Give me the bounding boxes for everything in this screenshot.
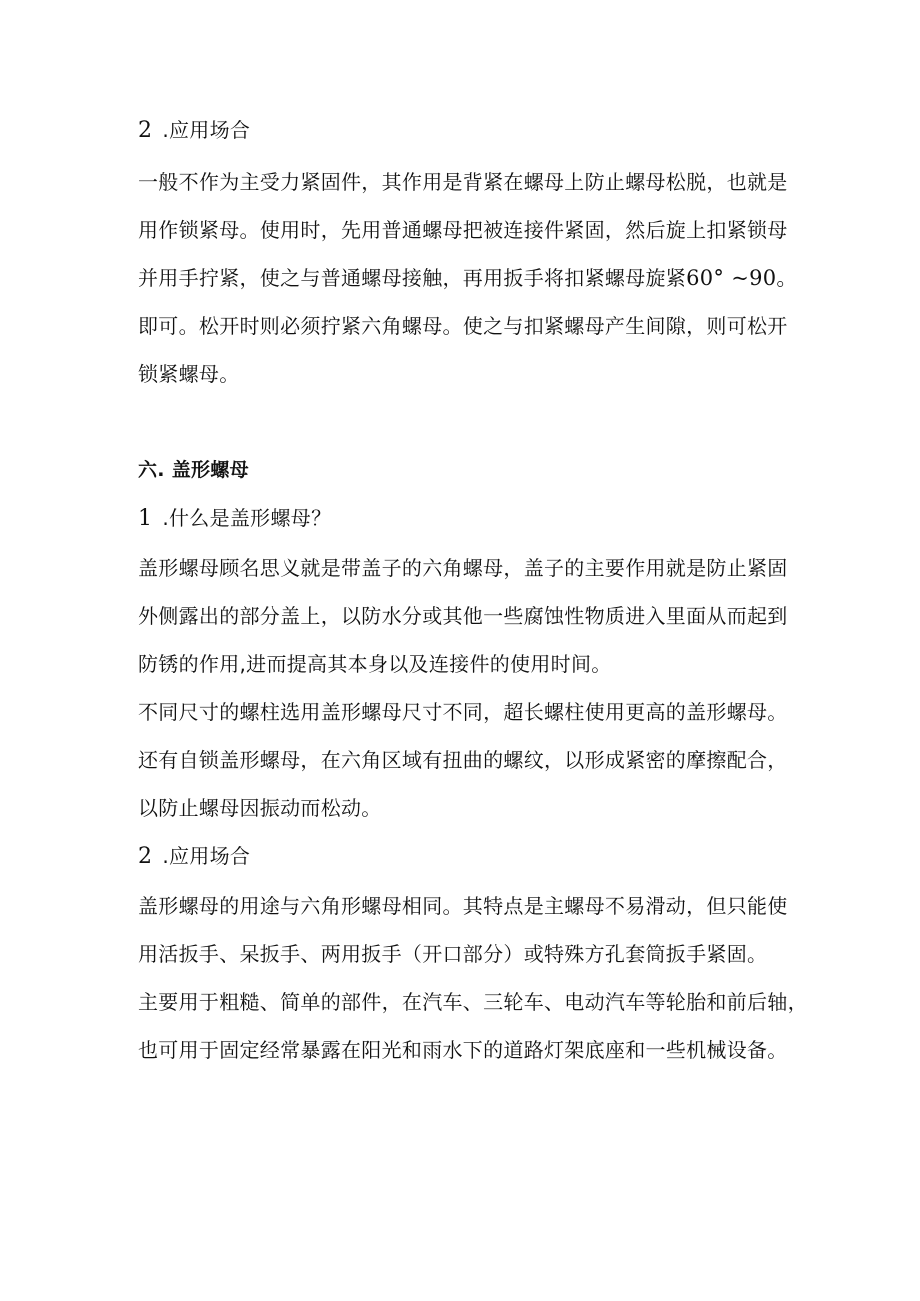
paragraph-line: 以防止螺母因振动而松动。 — [138, 796, 382, 820]
subheading-title: .应用场合 — [162, 844, 251, 868]
paragraph-line: 用作锁紧母。使用时，先用普通螺母把被连接件紧固，然后旋上扣紧锁母 — [138, 218, 788, 242]
paragraph-line: 即可。松开时则必须拧紧六角螺母。使之与扣紧螺母产生间隙，则可松开 — [138, 314, 788, 338]
section-heading: 六. 盖形螺母 — [138, 459, 249, 481]
paragraph-line: 用活扳手、呆扳手、两用扳手（开口部分）或特殊方孔套筒扳手紧固。 — [138, 942, 768, 966]
paragraph-line: 一般不作为主受力紧固件，其作用是背紧在螺母上防止螺母松脱，也就是 — [138, 170, 788, 194]
subheading-what-is — [138, 504, 808, 533]
subheading-application — [138, 116, 808, 145]
paragraph-line: 盖形螺母的用途与六角形螺母相同。其特点是主螺母不易滑动，但只能使 — [138, 894, 788, 918]
paragraph-line: 锁紧螺母。 — [138, 362, 240, 386]
paragraph-line: 不同尺寸的螺柱选用盖形螺母尺寸不同，超长螺柱使用更高的盖形螺母。 — [138, 700, 788, 724]
paragraph-line: 盖形螺母顾名思义就是带盖子的六角螺母，盖子的主要作用就是防止紧固 — [138, 556, 788, 580]
paragraph-line — [138, 264, 808, 292]
paragraph-line: 还有自锁盖形螺母，在六角区域有扭曲的螺纹，以形成紧密的摩擦配合， — [138, 748, 788, 772]
paragraph-line: 主要用于粗糙、简单的部件，在汽车、三轮车、电动汽车等轮胎和前后轴， — [138, 990, 808, 1014]
paragraph-line: 外侧露出的部分盖上，以防水分或其他一些腐蚀性物质进入里面从而起到 — [138, 604, 788, 628]
angle-range-text: 60° ~90。 — [686, 266, 798, 290]
paragraph-text: 并用手拧紧，使之与普通螺母接触，再用扳手将扣紧螺母旋紧 — [138, 266, 687, 290]
subheading-application — [138, 842, 808, 871]
subheading-number: 2 — [138, 844, 153, 869]
subheading-number: 1 — [138, 506, 153, 531]
subheading-title: .应用场合 — [162, 118, 251, 142]
paragraph-line: 防锈的作用,进而提高其本身以及连接件的使用时间。 — [138, 652, 612, 676]
subheading-title: .什么是盖形螺母？ — [162, 506, 332, 530]
paragraph-line: 也可用于固定经常暴露在阳光和雨水下的道路灯架底座和一些机械设备。 — [138, 1038, 788, 1062]
subheading-number: 2 — [138, 118, 153, 143]
